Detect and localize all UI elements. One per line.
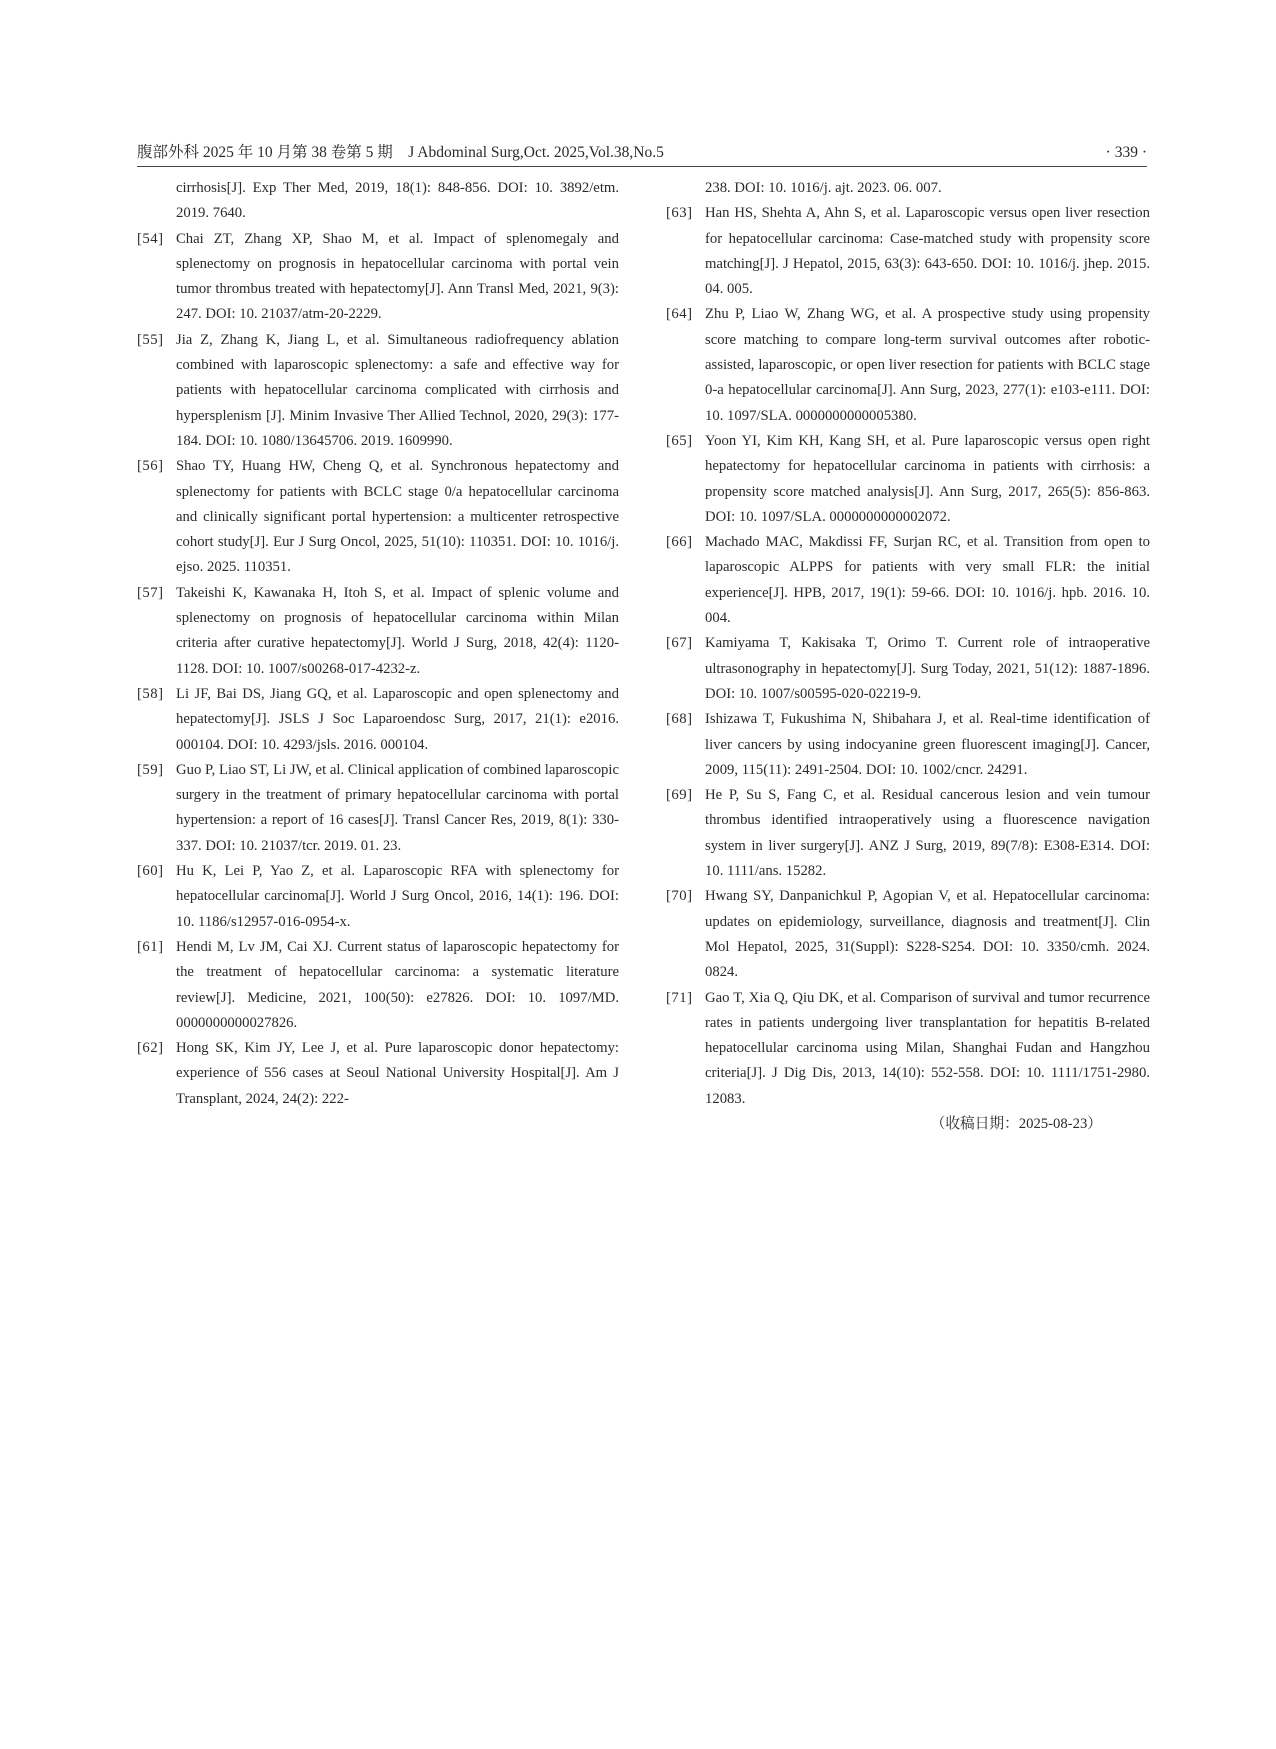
reference-text: Guo P, Liao ST, Li JW, et al. Clinical application of combined laparoscopic surgery in the treatment of primary hepatocellular carcinoma with portal hypertension: a report of 16 cases[J]. Transl Cancer Res, 2019, 8(1): 330-337. DOI: 10. 21037/tcr. 2019. 01. 23.: [176, 761, 619, 854]
reference-number: [68]: [666, 711, 693, 728]
reference-item: [666, 530, 1150, 631]
reference-text: Jia Z, Zhang K, Jiang L, et al. Simultaneous radiofrequency ablation combined with laparoscopic splenectomy: a safe and effective way for patients with hepatocellular carcinoma complicated with cirrhosis and hypersplenism [J]. Minim Invasive Ther Allied Technol, 2020, 29(3): 177-184. DOI: 10. 1080/13645706. 2019. 1609990.: [176, 331, 619, 449]
reference-text: Han HS, Shehta A, Ahn S, et al. Laparoscopic versus open liver resection for hepatocellular carcinoma: Case-matched study with propensity score matching[J]. J Hepatol, 2015, 63(3): 643-650. DOI: 10. 1016/j. jhep. 2015. 04. 005.: [705, 205, 1150, 298]
reference-item: [137, 859, 619, 935]
reference-item: [666, 302, 1150, 428]
reference-text: Zhu P, Liao W, Zhang WG, et al. A prospective study using propensity score matching to compare long-term survival outcomes after robotic-assisted, laparoscopic, or open liver resection for patients with BCLC stage 0-a hepatocellular carcinoma[J]. Ann Surg, 2023, 277(1): e103-e111. DOI: 10. 1097/SLA. 0000000000005380.: [705, 306, 1150, 424]
reference-text: Takeishi K, Kawanaka H, Itoh S, et al. Impact of splenic volume and splenectomy on prognosis of hepatocellular carcinoma within Milan criteria after curative hepatectomy[J]. World J Surg, 2018, 42(4): 1120-1128. DOI: 10. 1007/s00268-017-4232-z.: [176, 584, 619, 677]
running-header: [137, 140, 1147, 167]
reference-continuation: 238. DOI: 10. 1016/j. ajt. 2023. 06. 007.: [705, 180, 942, 196]
reference-item: [137, 935, 619, 1036]
reference-text: Hu K, Lei P, Yao Z, et al. Laparoscopic RFA with splenectomy for hepatocellular carcinoma[J]. World J Surg Oncol, 2016, 14(1): 196. DOI: 10. 1186/s12957-016-0954-x.: [176, 863, 619, 930]
reference-item: [666, 201, 1150, 302]
reference-item: [137, 1036, 619, 1112]
reference-text: Ishizawa T, Fukushima N, Shibahara J, et al. Real-time identification of liver cancers by using indocyanine green fluorescent imaging[J]. Cancer, 2009, 115(11): 2491-2504. DOI: 10. 1002/cncr. 24291.: [705, 711, 1150, 778]
reference-item: [666, 986, 1150, 1112]
reference-number: [64]: [666, 306, 693, 323]
reference-item: [137, 454, 619, 580]
reference-item: [137, 581, 619, 682]
reference-text: Kamiyama T, Kakisaka T, Orimo T. Current role of intraoperative ultrasonography in hepatectomy[J]. Surg Today, 2021, 51(12): 1887-1896. DOI: 10. 1007/s00595-020-02219-9.: [705, 635, 1150, 702]
reference-item: [666, 631, 1150, 707]
reference-number: [54]: [137, 230, 164, 247]
reference-continuation: cirrhosis[J]. Exp Ther Med, 2019, 18(1): 848-856. DOI: 10. 3892/etm. 2019. 7640.: [176, 180, 619, 222]
reference-item: [666, 783, 1150, 884]
reference-text: Machado MAC, Makdissi FF, Surjan RC, et al. Transition from open to laparoscopic ALPPS for patients with very small FLR: the initial experience[J]. HPB, 2017, 19(1): 59-66. DOI: 10. 1016/j. hpb. 2016. 10. 004.: [705, 534, 1150, 627]
journal-citation-line: 腹部外科 2025 年 10 月第 38 卷第 5 期 J Abdominal Surg,Oct. 2025,Vol.38,No.5: [137, 144, 664, 161]
reference-text: Hendi M, Lv JM, Cai XJ. Current status of laparoscopic hepatectomy for the treatment of hepatocellular carcinoma: a systematic literature review[J]. Medicine, 2021, 100(50): e27826. DOI: 10. 1097/MD. 0000000000027826.: [176, 938, 619, 1031]
reference-item: [666, 884, 1150, 985]
reference-text: Chai ZT, Zhang XP, Shao M, et al. Impact of splenomegaly and splenectomy on prognosis in hepatocellular carcinoma with portal vein tumor thrombus treated with hepatectomy[J]. Ann Transl Med, 2021, 9(3): 247. DOI: 10. 21037/atm-20-2229.: [176, 230, 619, 323]
reference-item: [137, 227, 619, 328]
reference-number: [61]: [137, 938, 164, 955]
reference-text: Hong SK, Kim JY, Lee J, et al. Pure laparoscopic donor hepatectomy: experience of 556 cases at Seoul National University Hospital[J]. Am J Transplant, 2024, 24(2): 222-: [176, 1040, 619, 1107]
reference-number: [62]: [137, 1040, 164, 1057]
reference-text: Yoon YI, Kim KH, Kang SH, et al. Pure laparoscopic versus open right hepatectomy for hepatocellular carcinoma in patients with cirrhosis: a propensity score matched analysis[J]. Ann Surg, 2017, 265(5): 856-863. DOI: 10. 1097/SLA. 0000000000002072.: [705, 432, 1150, 525]
reference-number: [71]: [666, 989, 693, 1006]
page-number: · 339 ·: [1105, 144, 1147, 161]
reference-number: [57]: [137, 584, 164, 601]
reference-item: [137, 682, 619, 758]
reference-text: He P, Su S, Fang C, et al. Residual cancerous lesion and vein tumour thrombus identified intraoperatively using a fluorescence navigation system in liver surgery[J]. ANZ J Surg, 2019, 89(7/8): E308-E314. DOI: 10. 1111/ans. 15282.: [705, 787, 1150, 880]
reference-text: Shao TY, Huang HW, Cheng Q, et al. Synchronous hepatectomy and splenectomy for patients with BCLC stage 0/a hepatocellular carcinoma and clinically significant portal hypertension: a multicenter retrospective cohort study[J]. Eur J Surg Oncol, 2025, 51(10): 110351. DOI: 10. 1016/j. ejso. 2025. 110351.: [176, 458, 619, 576]
reference-text: Li JF, Bai DS, Jiang GQ, et al. Laparoscopic and open splenectomy and hepatectomy[J]. JSLS J Soc Laparoendosc Surg, 2017, 21(1): e2016. 000104. DOI: 10. 4293/jsls. 2016. 000104.: [176, 685, 619, 753]
reference-column-left: [137, 176, 619, 1112]
reference-text: Gao T, Xia Q, Qiu DK, et al. Comparison of survival and tumor recurrence rates in patients undergoing liver transplantation for hepatitis B-related hepatocellular carcinoma using Milan, Shanghai Fudan and Hangzhou criteria[J]. J Dig Dis, 2013, 14(10): 552-558. DOI: 10. 1111/1751-2980. 12083.: [705, 989, 1150, 1107]
reference-number: [63]: [666, 205, 693, 222]
reference-item: [137, 328, 619, 454]
reference-number: [66]: [666, 534, 693, 551]
reference-number: [60]: [137, 863, 164, 880]
reference-text: Hwang SY, Danpanichkul P, Agopian V, et al. Hepatocellular carcinoma: updates on epidemiology, surveillance, diagnosis and treatment[J]. Clin Mol Hepatol, 2025, 31(Suppl): S228-S254. DOI: 10. 3350/cmh. 2024. 0824.: [705, 888, 1150, 981]
reference-item: [666, 429, 1150, 530]
reference-number: [69]: [666, 787, 693, 804]
reference-number: [55]: [137, 331, 164, 348]
reference-number: [65]: [666, 432, 693, 449]
received-date: （收稿日期：2025-08-23）: [930, 1115, 1102, 1132]
reference-item: [666, 707, 1150, 783]
reference-number: [58]: [137, 685, 164, 702]
reference-item: [137, 758, 619, 859]
reference-number: [70]: [666, 888, 693, 905]
reference-number: [59]: [137, 761, 164, 778]
reference-number: [67]: [666, 635, 693, 652]
reference-column-right: [666, 176, 1150, 1137]
reference-number: [56]: [137, 458, 164, 475]
